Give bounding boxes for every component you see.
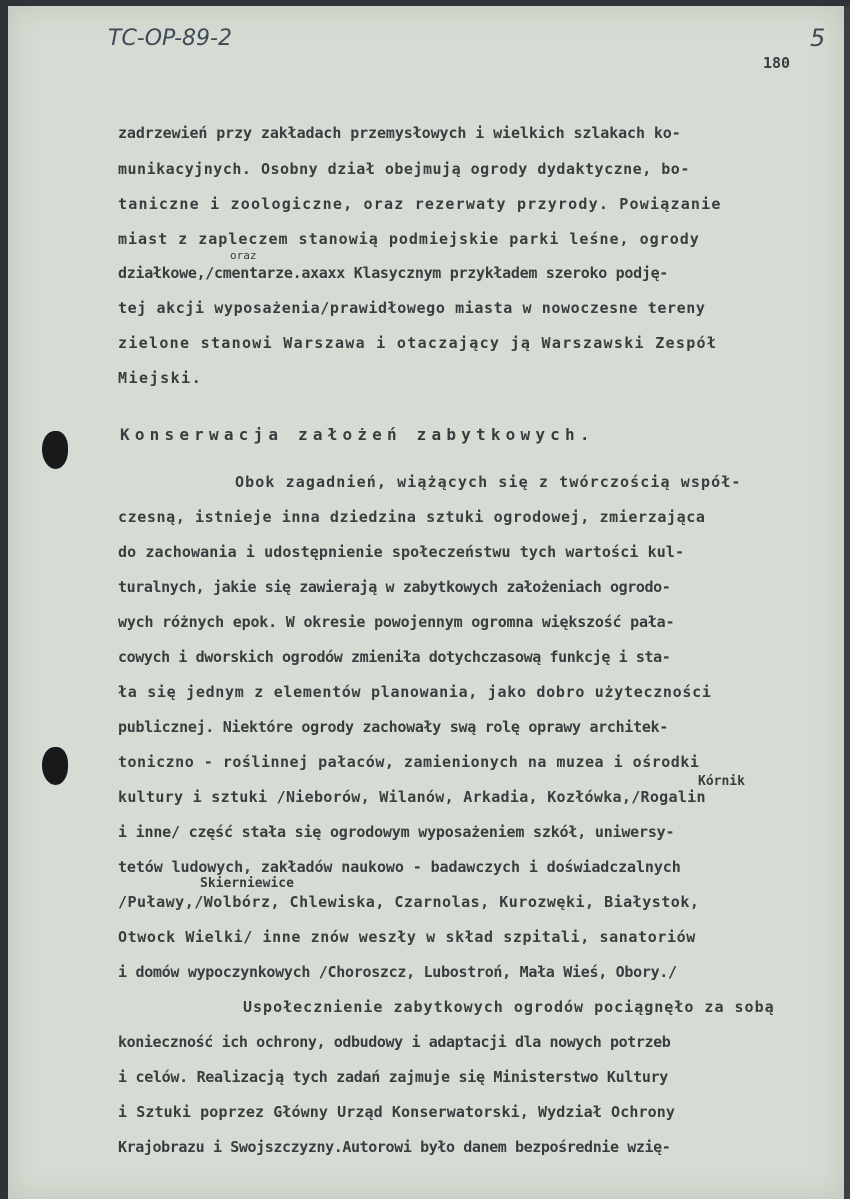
- document-page: [8, 6, 844, 1199]
- text-line: działkowe,/cmentarze.axaxx Klasycznym przykładem szeroko podję-: [118, 264, 669, 282]
- text-line: Obok zagadnień, wiążących się z twórczością współ-: [235, 473, 742, 491]
- interlinear-insertion: Skierniewice: [200, 876, 294, 891]
- punch-hole: [42, 747, 68, 785]
- page-number: 180: [763, 54, 791, 72]
- interlinear-insertion: Kórnik: [698, 774, 745, 789]
- handwritten-page-mark: 5: [810, 24, 826, 52]
- text-line: i Sztuki poprzez Główny Urząd Konserwatorski, Wydział Ochrony: [118, 1103, 675, 1121]
- text-line: turalnych, jakie się zawierają w zabytkowych założeniach ogrodo-: [118, 578, 671, 596]
- text-line: czesną, istnieje inna dziedzina sztuki ogrodowej, zmierzająca: [118, 508, 706, 526]
- text-line: miast z zapleczem stanowią podmiejskie parki leśne, ogrody: [118, 230, 700, 248]
- text-line: wych różnych epok. W okresie powojennym ogromna większość pała-: [118, 613, 675, 631]
- text-line: i inne/ część stała się ogrodowym wyposażeniem szkół, uniwersy-: [118, 823, 675, 841]
- text-line: i domów wypoczynkowych /Choroszcz, Lubostroń, Mała Wieś, Obory./: [118, 963, 677, 981]
- text-line: /Puławy,/Wolbórz, Chlewiska, Czarnolas, Kurozwęki, Białystok,: [118, 893, 700, 911]
- text-line: i celów. Realizacją tych zadań zajmuje się Ministerstwo Kultury: [118, 1068, 669, 1086]
- text-line: cowych i dworskich ogrodów zmieniła dotychczasową funkcję i sta-: [118, 648, 671, 666]
- text-line: Krajobrazu i Swojszczyzny.Autorowi było danem bezpośrednie wzię-: [118, 1138, 671, 1156]
- text-line: publicznej. Niektóre ogrody zachowały swą rolę oprawy architek-: [118, 718, 669, 736]
- interlinear-insertion: oraz: [230, 249, 257, 262]
- archive-reference: TC-OP-89-2: [108, 26, 232, 51]
- text-line: konieczność ich ochrony, odbudowy i adaptacji dla nowych potrzeb: [118, 1033, 671, 1051]
- text-line: zadrzewień przy zakładach przemysłowych i wielkich szlakach ko-: [118, 124, 681, 142]
- text-line: ła się jednym z elementów planowania, jako dobro użyteczności: [118, 683, 712, 701]
- punch-hole: [42, 431, 68, 469]
- text-line: Uspołecznienie zabytkowych ogrodów pociągnęło za sobą: [243, 998, 775, 1016]
- text-line: tej akcji wyposażenia/prawidłowego miasta w nowoczesne tereny: [118, 299, 706, 317]
- scan-border-left: [0, 0, 8, 1199]
- text-line: Otwock Wielki/ inne znów weszły w skład szpitali, sanatoriów: [118, 928, 696, 946]
- text-line: munikacyjnych. Osobny dział obejmują ogrody dydaktyczne, bo-: [118, 160, 690, 178]
- text-line: zielone stanowi Warszawa i otaczający ją Warszawski Zespół: [118, 334, 718, 352]
- text-line: kultury i sztuki /Nieborów, Wilanów, Arkadia, Kozłówka,/Rogalin: [118, 788, 706, 806]
- text-line: taniczne i zoologiczne, oraz rezerwaty przyrody. Powiązanie: [118, 195, 722, 213]
- text-line: toniczno - roślinnej pałaców, zamienionych na muzea i ośrodki: [118, 753, 700, 771]
- text-line: Miejski.: [118, 369, 203, 387]
- text-line: tetów ludowych, zakładów naukowo - badawczych i doświadczalnych: [118, 858, 681, 876]
- text-line: do zachowania i udostępnienie społeczeństwu tych wartości kul-: [118, 543, 685, 561]
- section-heading: Konserwacja założeń zabytkowych.: [120, 425, 595, 444]
